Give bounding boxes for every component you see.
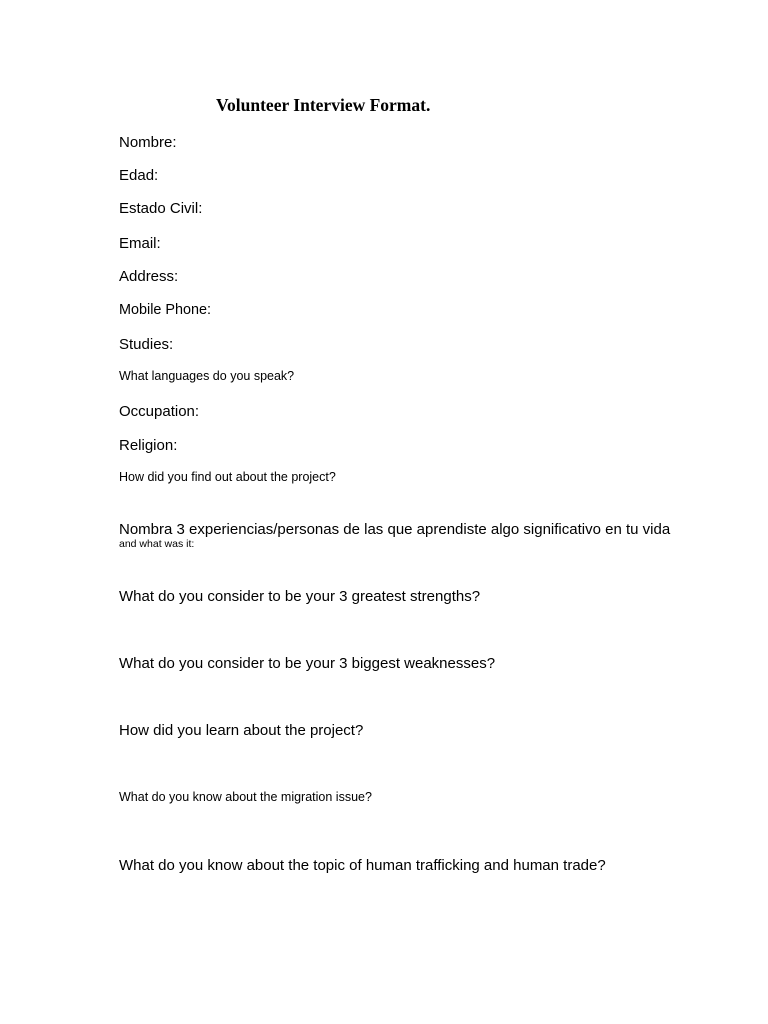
question-experiences: Nombra 3 experiencias/personas de las que aprendiste algo significativo en tu vida bbox=[119, 521, 671, 538]
question-trafficking: What do you know about the topic of human trafficking and human trade? bbox=[119, 857, 606, 874]
field-email: Email: bbox=[119, 235, 161, 252]
field-religion: Religion: bbox=[119, 437, 178, 454]
field-address: Address: bbox=[119, 268, 179, 285]
question-weaknesses: What do you consider to be your 3 biggest weaknesses? bbox=[119, 655, 496, 672]
document-title: Volunteer Interview Format. bbox=[216, 95, 431, 115]
field-find-out: How did you find out about the project? bbox=[119, 470, 336, 484]
field-estado-civil: Estado Civil: bbox=[119, 200, 203, 217]
question-learn-project: How did you learn about the project? bbox=[119, 722, 364, 739]
question-migration: What do you know about the migration issue? bbox=[119, 790, 372, 804]
field-mobile-phone: Mobile Phone: bbox=[119, 302, 212, 318]
field-languages: What languages do you speak? bbox=[119, 369, 295, 383]
field-occupation: Occupation: bbox=[119, 403, 200, 420]
question-experiences-sub: and what was it: bbox=[119, 538, 195, 550]
field-studies: Studies: bbox=[119, 336, 174, 353]
question-strengths: What do you consider to be your 3 greatest strengths? bbox=[119, 588, 481, 605]
field-nombre: Nombre: bbox=[119, 134, 177, 151]
field-edad: Edad: bbox=[119, 167, 159, 184]
